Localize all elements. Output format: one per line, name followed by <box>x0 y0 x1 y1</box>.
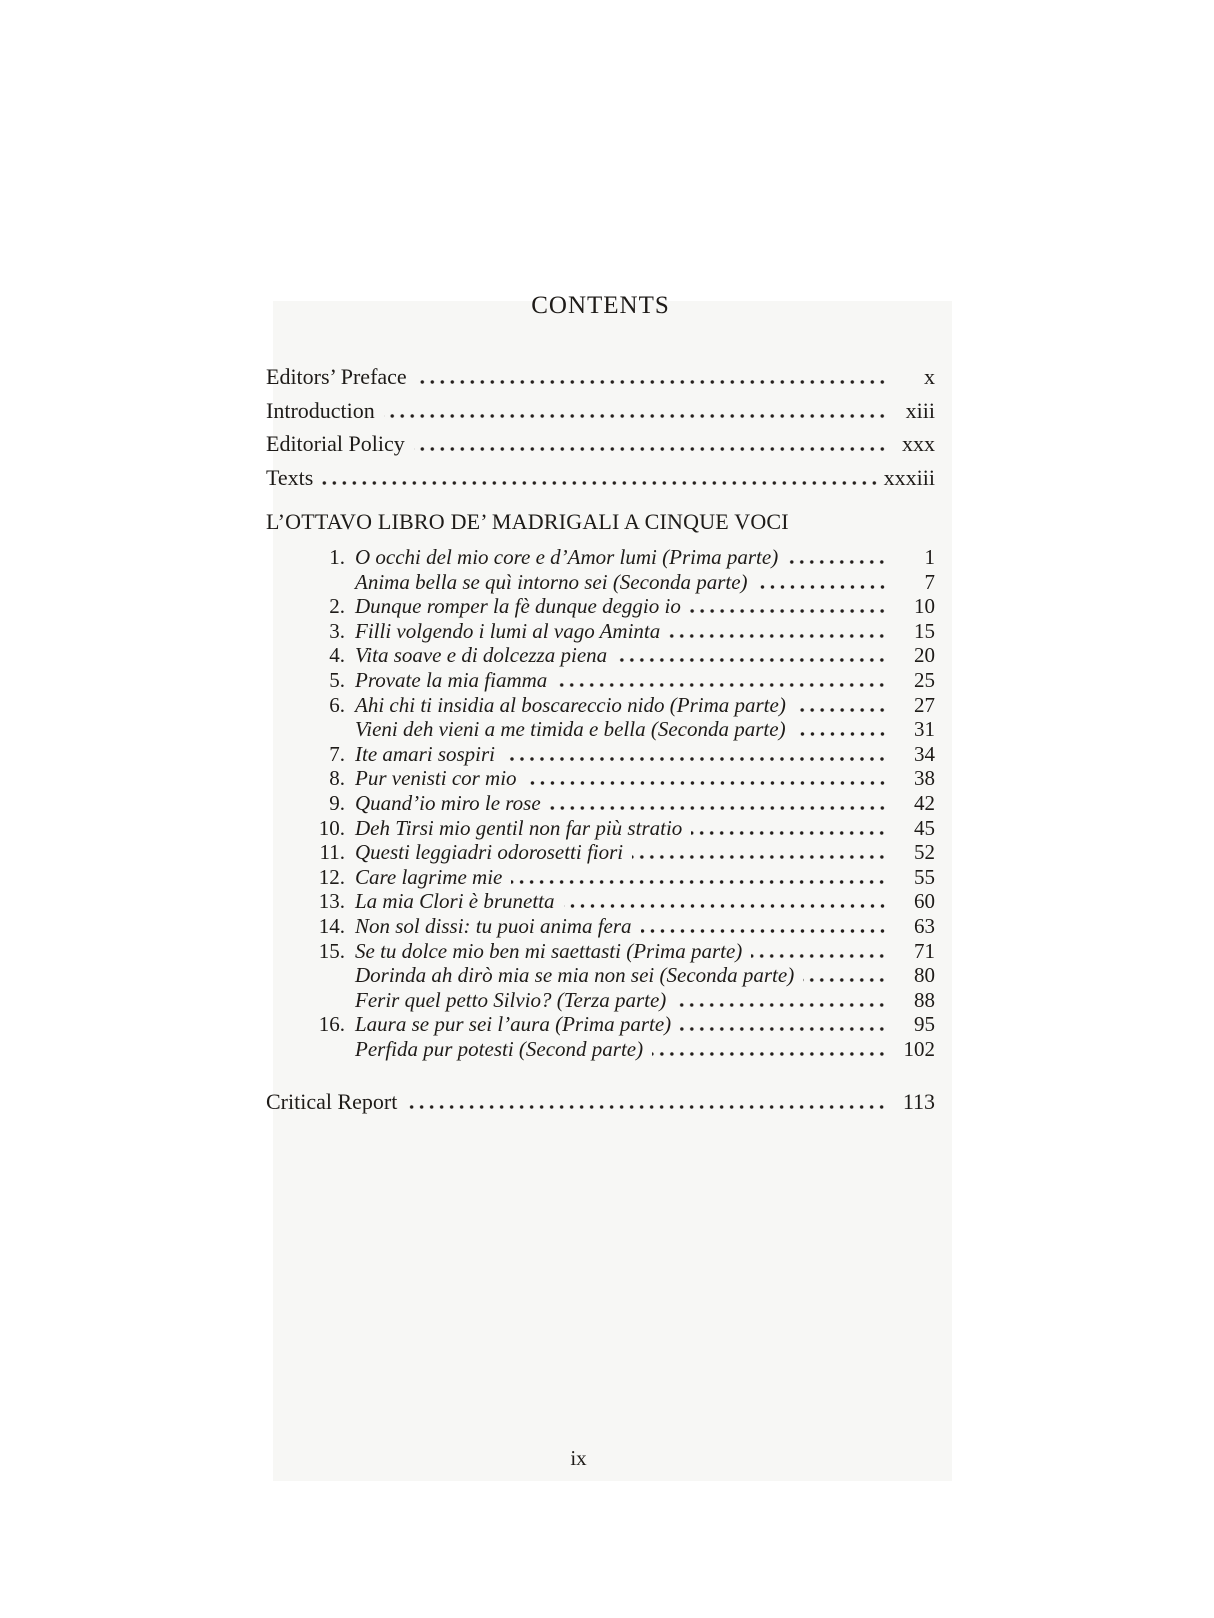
madrigal-row <box>266 791 935 816</box>
madrigal-row <box>266 619 935 644</box>
toc-page-number: 55 <box>914 864 935 889</box>
toc-row <box>266 360 935 394</box>
section-heading: L’OTTAVO LIBRO DE’ MADRIGALI A CINQUE VOCI <box>266 509 789 534</box>
madrigal-number: 11. <box>319 840 345 865</box>
madrigal-row <box>266 840 935 865</box>
dotted-leader <box>632 855 887 859</box>
madrigal-title: Se tu dolce mio ben mi saettasti (Prima parte) <box>355 938 743 963</box>
madrigal-row <box>266 643 935 668</box>
madrigal-row <box>266 742 935 767</box>
madrigal-row <box>266 693 935 718</box>
footer-page-number: ix <box>570 1446 587 1470</box>
toc-title: Texts <box>266 464 314 490</box>
toc-page-number: xiii <box>905 397 935 423</box>
toc-page-number: 7 <box>924 569 935 594</box>
table-of-contents <box>266 292 935 1119</box>
dotted-leader <box>652 1052 887 1056</box>
madrigal-row <box>266 766 935 791</box>
toc-page-number: 1 <box>924 545 935 569</box>
toc-page-number: 25 <box>914 667 935 692</box>
madrigal-row <box>266 545 935 570</box>
toc-page-number: 42 <box>914 790 935 815</box>
dotted-leader <box>641 929 887 933</box>
dotted-leader <box>751 954 887 958</box>
toc-page-number: 38 <box>914 766 935 791</box>
dotted-leader <box>795 708 887 712</box>
toc-page-number: 60 <box>914 889 935 914</box>
madrigal-number: 12. <box>318 864 345 889</box>
madrigal-number: 14. <box>318 913 345 938</box>
page-title: CONTENTS <box>531 292 670 319</box>
madrigal-title: O occhi del mio core e d’Amor lumi (Prima parte) <box>355 545 779 569</box>
dotted-leader <box>795 732 887 736</box>
madrigal-title: Anima bella se quì intorno sei (Seconda parte) <box>355 569 748 594</box>
madrigal-title: Dunque romper la fè dunque deggio io <box>355 594 681 619</box>
dotted-leader <box>504 757 887 761</box>
toc-page-number: 27 <box>914 692 935 717</box>
madrigal-title: Questi leggiadri odorosetti fiori <box>355 840 624 865</box>
madrigal-title: Dorinda ah dirò mia se mia non sei (Seconda parte) <box>355 963 795 988</box>
madrigal-number: 4. <box>329 643 345 668</box>
toc-page-number: 63 <box>914 913 935 938</box>
madrigal-row <box>266 816 935 841</box>
toc-page-number: 113 <box>902 1089 935 1115</box>
toc-page-number: 80 <box>914 963 935 988</box>
madrigal-entries <box>266 545 935 1061</box>
toc-row <box>266 1085 935 1119</box>
madrigal-title: Pur venisti cor mio <box>355 766 517 791</box>
madrigal-row <box>266 889 935 914</box>
dotted-leader <box>556 683 887 687</box>
madrigal-row <box>266 668 935 693</box>
front-matter-list <box>266 360 935 494</box>
dotted-leader <box>550 806 887 810</box>
madrigal-number: 7. <box>329 741 345 766</box>
dotted-leader <box>416 380 887 384</box>
madrigal-title: Vieni deh vieni a me timida e bella (Seconda parte) <box>355 717 786 742</box>
toc-page-number: 71 <box>914 938 935 963</box>
toc-page-number: xxxiii <box>883 464 935 490</box>
madrigal-title: Provate la mia fiamma <box>355 667 548 692</box>
madrigal-title: Ite amari sospiri <box>355 741 496 766</box>
dotted-leader <box>616 658 887 662</box>
back-matter-list <box>266 1085 935 1119</box>
madrigal-title: Non sol dissi: tu puoi anima fera <box>355 913 632 938</box>
toc-row <box>266 461 935 495</box>
madrigal-number: 9. <box>329 790 345 815</box>
madrigal-number: 1. <box>329 545 345 569</box>
dotted-leader <box>414 447 887 451</box>
madrigal-title: Quand’io miro le rose <box>355 790 541 815</box>
dotted-leader <box>669 634 887 638</box>
toc-row <box>266 394 935 428</box>
dotted-leader <box>803 978 887 982</box>
madrigal-number: 10. <box>318 815 345 840</box>
dotted-leader <box>757 585 887 589</box>
dotted-leader <box>406 1105 887 1109</box>
dotted-leader <box>675 1003 887 1007</box>
madrigal-title: La mia Clori è brunetta <box>355 889 555 914</box>
madrigal-number: 5. <box>329 667 345 692</box>
madrigal-title: Vita soave e di dolcezza piena <box>355 643 608 668</box>
toc-page-number: 102 <box>903 1036 935 1061</box>
madrigal-row <box>266 717 935 742</box>
madrigal-title: Ferir quel petto Silvio? (Terza parte) <box>355 987 667 1012</box>
madrigal-title: Deh Tirsi mio gentil non far più stratio <box>355 815 683 840</box>
madrigal-number: 6. <box>329 692 345 717</box>
dotted-leader <box>691 831 887 835</box>
dotted-leader <box>526 781 887 785</box>
toc-title: Editorial Policy <box>266 431 405 456</box>
madrigal-row <box>266 963 935 988</box>
dotted-leader <box>511 880 887 884</box>
dotted-leader <box>680 1027 887 1031</box>
madrigal-title: Ahi chi ti insidia al boscareccio nido (Prima parte) <box>355 692 786 717</box>
toc-page-number: 45 <box>914 815 935 840</box>
toc-page-number: 88 <box>914 987 935 1012</box>
dotted-leader <box>564 904 887 908</box>
dotted-leader <box>787 560 887 564</box>
toc-page-number: 52 <box>914 840 935 865</box>
toc-title: Introduction <box>266 397 375 423</box>
madrigal-row <box>266 914 935 939</box>
madrigal-number: 2. <box>329 594 345 619</box>
toc-page-number: 31 <box>914 717 935 742</box>
madrigal-title: Laura se pur sei l’aura (Prima parte) <box>355 1012 672 1037</box>
madrigal-row <box>266 570 935 595</box>
madrigal-row <box>266 594 935 619</box>
madrigal-row <box>266 1012 935 1037</box>
madrigal-number: 16. <box>318 1012 345 1037</box>
dotted-leader <box>384 414 887 418</box>
madrigal-number: 15. <box>318 938 345 963</box>
toc-row <box>266 427 935 461</box>
madrigal-row <box>266 988 935 1013</box>
toc-page-number: x <box>924 364 935 389</box>
dotted-leader <box>322 481 879 485</box>
madrigal-row <box>266 939 935 964</box>
madrigal-title: Perfida pur potesti (Second parte) <box>355 1036 644 1061</box>
toc-page-number: 20 <box>914 643 935 668</box>
toc-page-number: 95 <box>914 1012 935 1037</box>
toc-page-number: 15 <box>914 618 935 643</box>
toc-page-number: 10 <box>914 594 935 619</box>
madrigal-number: 8. <box>329 766 345 791</box>
toc-page-number: 34 <box>914 741 935 766</box>
dotted-leader <box>690 609 887 613</box>
madrigal-title: Filli volgendo i lumi al vago Aminta <box>355 618 661 643</box>
madrigal-number: 3. <box>329 618 345 643</box>
toc-title: Critical Report <box>266 1089 398 1115</box>
madrigal-row <box>266 865 935 890</box>
madrigal-row <box>266 1037 935 1062</box>
madrigal-number: 13. <box>318 889 345 914</box>
madrigal-title: Care lagrime mie <box>355 864 503 889</box>
toc-title: Editors’ Preface <box>266 364 407 389</box>
toc-page-number: xxx <box>902 431 935 456</box>
